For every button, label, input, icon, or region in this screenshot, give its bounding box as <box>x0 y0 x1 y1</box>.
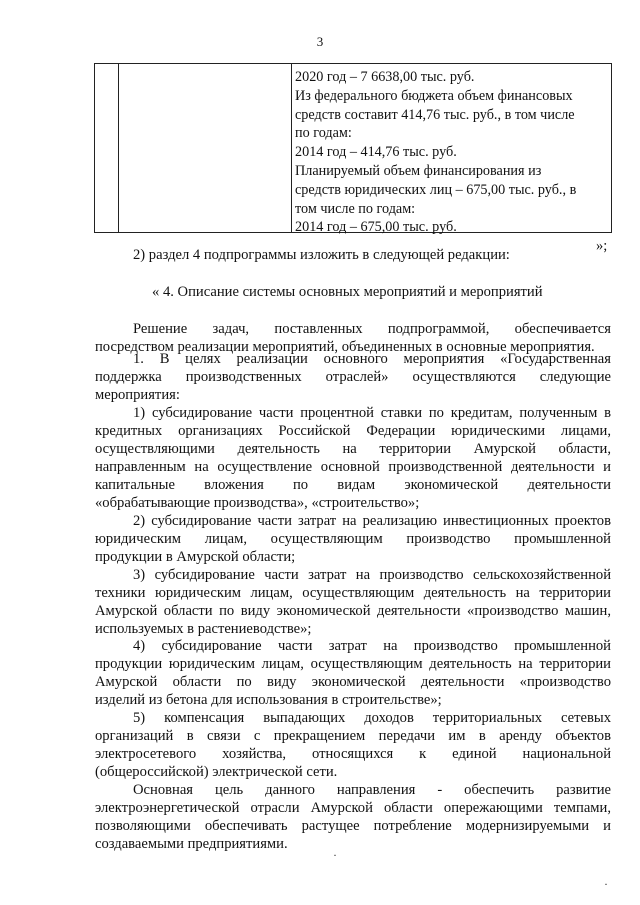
section-heading: « 4. Описание системы основных мероприятий и мероприятий <box>152 284 543 300</box>
paragraph-line: капитальные вложения по видам экономической деятельности <box>95 477 611 494</box>
paragraph-line: 1. В целях реализации основного мероприятия «Государственная <box>133 351 611 367</box>
paragraph <box>95 404 611 513</box>
paragraph-line: мероприятия: <box>95 387 180 404</box>
table-cell-line: средств юридических лиц – 675,00 тыс. руб., в <box>295 181 577 198</box>
paragraph <box>95 350 611 404</box>
table-cell-line: 2020 год – 7 6638,00 тыс. руб. <box>295 69 475 85</box>
paragraph <box>95 781 611 853</box>
paragraph-line: техники юридическим лицам, осуществляющим деятельность на территории <box>95 585 611 602</box>
table-cell-line: средств составит 414,76 тыс. руб., в том числе <box>295 106 575 123</box>
paragraph-line: кредитных организациях Российской Федерации юридическими лицами, <box>95 423 611 440</box>
paragraph-line: 2) субсидирование части затрат на реализацию инвестиционных проектов <box>133 513 611 529</box>
paragraph-line: 4) субсидирование части затрат на производство промышленной <box>133 638 611 654</box>
paragraph <box>95 637 611 709</box>
paragraph-line: поддержка производственных отраслей» осуществляются следующие <box>95 369 611 386</box>
table-column-label <box>119 64 292 232</box>
paragraph-line: Решение задач, поставленных подпрограммой, обеспечивается <box>133 321 611 337</box>
paragraph-line: используемых в растениеводстве»; <box>95 621 312 638</box>
paragraph-line: направленным на осуществление основной производственной деятельности и <box>95 459 611 476</box>
scan-speck: · <box>604 877 608 891</box>
closing-quote: »; <box>596 238 608 254</box>
table-cell-line: том числе по годам: <box>295 200 416 217</box>
paragraph-line: юридическим лицам, осуществляющим производство промышленной <box>95 531 611 548</box>
instruction-line: 2) раздел 4 подпрограммы изложить в следующей редакции: <box>133 247 510 263</box>
table-cell-line: по годам: <box>295 125 352 142</box>
paragraph <box>95 709 611 781</box>
paragraph <box>95 566 611 638</box>
paragraph-line: (общероссийской) электрической сети. <box>95 764 338 781</box>
paragraph-line: «обрабатывающие производства», «строительство»; <box>95 495 420 512</box>
paragraph-line: продукции в Амурской области; <box>95 549 296 566</box>
paragraph-line: посредством реализации мероприятий, объединенных в основные мероприятия. <box>95 339 595 356</box>
financing-table <box>94 63 612 236</box>
paragraph-line: создаваемыми предприятиями. <box>95 836 288 853</box>
paragraph-line: позволяющими обеспечивать растущее потребление модернизируемыми и <box>95 818 611 835</box>
paragraph-line: 1) субсидирование части процентной ставки по кредитам, полученным в <box>133 405 611 421</box>
paragraph-line: организаций в связи с прекращением передачи им в аренду объектов <box>95 728 611 745</box>
table-cell-line: 2014 год – 414,76 тыс. руб. <box>295 144 457 161</box>
paragraph-line: Основная цель данного направления - обеспечить развитие <box>133 782 611 798</box>
paragraph-line: 3) субсидирование части затрат на производство сельскохозяйственной <box>133 567 611 583</box>
table-cell-financing <box>295 68 609 237</box>
paragraph-line: 5) компенсация выпадающих доходов территориальных сетевых <box>133 710 611 726</box>
paragraph <box>95 512 611 566</box>
table-column-number <box>95 64 119 232</box>
table-cell-line: 2014 год – 675,00 тыс. руб. <box>295 219 457 236</box>
paragraph-line: Амурской области по виду экономической деятельности «производство <box>95 674 611 691</box>
page-number: 3 <box>316 34 324 49</box>
paragraph-line: Амурской области по виду экономической деятельности «производство машин, <box>95 603 611 620</box>
paragraph-line: продукции юридическим лицам, осуществляющим деятельность на территории <box>95 656 611 673</box>
table-cell-line: Планируемый объем финансирования из <box>295 162 542 179</box>
scan-speck: · <box>333 848 337 862</box>
paragraph-line: электросетевого хозяйства, относящихся к единой национальной <box>95 746 611 763</box>
table-cell-line: Из федерального бюджета объем финансовых <box>295 87 573 104</box>
paragraph-line: изделий из бетона для использования в строительстве»; <box>95 692 442 709</box>
paragraph-line: электроэнергетической отрасли Амурской области опережающими темпами, <box>95 800 611 817</box>
paragraph-line: осуществляющими деятельность на территории Амурской области, <box>95 441 611 458</box>
